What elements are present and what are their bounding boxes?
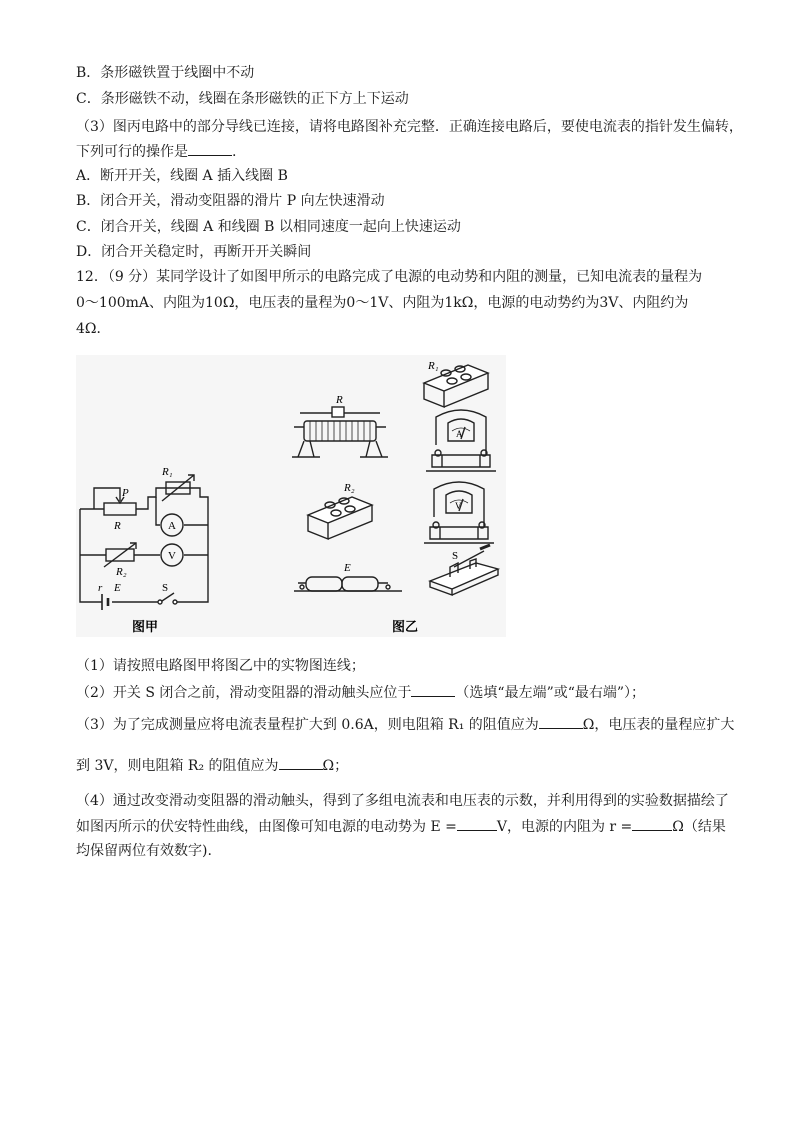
- jia-label-r-internal: r: [98, 582, 103, 594]
- jia-label-e: E: [114, 582, 121, 594]
- q11-part3-stem: （3）图丙电路中的部分导线已连接，请将电路图补充完整．正确连接电路后，要使电流表的指针发生偏转，: [76, 119, 743, 135]
- q11-part3-stem-cont: [76, 141, 236, 162]
- caption-yi: 图乙: [392, 620, 419, 635]
- q12-part4-text-mid: V，电源的内阻为 r =: [496, 819, 633, 835]
- answer-blank[interactable]: [539, 714, 583, 729]
- ammeter-apparatus: [426, 410, 496, 471]
- q12-part3-text-cont: 到 3V，则电阻箱 R₂ 的阻值应为: [76, 758, 279, 774]
- q12-part3-text: （3）为了完成测量应将电流表量程扩大到 0.6A，则电阻箱 R₁ 的阻值应为: [76, 717, 539, 733]
- yi-label-v: V: [455, 501, 462, 511]
- answer-blank[interactable]: [632, 816, 672, 831]
- q11-part3-stem-text: 下列可行的操作是: [76, 144, 188, 160]
- answer-blank[interactable]: [411, 682, 455, 697]
- q11-option-b: B．条形磁铁置于线圈中不动: [76, 65, 255, 81]
- battery-holder-apparatus: [294, 577, 402, 591]
- q12-part2-text: （2）开关 S 闭合之前，滑动变阻器的滑动触头应位于: [76, 685, 412, 701]
- switch-apparatus: [430, 545, 498, 595]
- q11-option-c: C．条形磁铁不动，线圈在条形磁铁的正下方上下运动: [76, 91, 409, 107]
- q12-part4-text-end: Ω（结果: [672, 819, 726, 835]
- q11-part3-option-c: C．闭合开关，线圈 A 和线圈 B 以相同速度一起向上快速运动: [76, 219, 461, 235]
- q12-part4: （4）通过改变滑动变阻器的滑动触头，得到了多组电流表和电压表的示数，并利用得到的实验数据描绘了: [76, 793, 729, 809]
- jia-label-v: V: [168, 550, 176, 562]
- q12-part1: （1）请按照电路图甲将图乙中的实物图连线；: [76, 658, 365, 674]
- yi-label-s: S: [452, 550, 459, 562]
- q12-figure: [76, 355, 506, 637]
- voltmeter-apparatus: [424, 482, 494, 543]
- q11-part3-option-b: B．闭合开关，滑动变阻器的滑片 P 向左快速滑动: [76, 193, 385, 209]
- q12-part3: [76, 714, 734, 735]
- resistance-box-r2-apparatus: [308, 497, 372, 539]
- q12-part3-text-end: Ω；: [322, 758, 349, 774]
- jia-label-p: P: [122, 487, 129, 499]
- answer-blank[interactable]: [188, 141, 232, 156]
- jia-label-s: S: [162, 582, 169, 594]
- answer-blank[interactable]: [457, 816, 497, 831]
- q12-stem-end: 4Ω．: [76, 321, 111, 337]
- q12-part2-text-end: （选填“最左端”或“最右端”）；: [455, 685, 646, 701]
- q12-part3-cont: [76, 755, 348, 776]
- q11-part3-stem-end: .: [232, 144, 237, 160]
- jia-label-r1: R₁: [162, 466, 173, 478]
- q12-part2: [76, 682, 645, 703]
- q12-part4-end: 均保留两位有效数字).: [76, 843, 212, 859]
- q12-stem: 12．（9 分）某同学设计了如图甲所示的电路完成了电源的电动势和内阻的测量，已知电流表的量程为: [76, 269, 703, 285]
- answer-blank[interactable]: [279, 755, 323, 770]
- jia-label-a: A: [168, 520, 176, 532]
- figure-svg: [76, 355, 506, 637]
- yi-label-e: E: [344, 562, 351, 574]
- q12-part3-text-mid: Ω，电压表的量程应扩大: [582, 717, 735, 733]
- q12-part4-text: 如图丙所示的伏安特性曲线，由图像可知电源的电动势为 E =: [76, 819, 457, 835]
- rheostat-apparatus: [292, 407, 388, 457]
- yi-label-r2: R₂: [344, 482, 355, 494]
- yi-label-a: A: [456, 429, 463, 439]
- yi-label-r1: R₁: [428, 360, 439, 372]
- caption-jia: 图甲: [132, 620, 159, 635]
- q11-part3-option-a: A．断开开关，线圈 A 插入线圈 B: [76, 168, 288, 184]
- jia-label-r2: R₂: [116, 566, 127, 578]
- q12-stem-cont: 0～100mA、内阻为10Ω，电压表的量程为0～1V、内阻为1kΩ，电源的电动势约为3V、内阻约为: [76, 295, 689, 311]
- jia-label-r: R: [114, 520, 121, 532]
- q11-part3-option-d: D．闭合开关稳定时，再断开开关瞬间: [76, 244, 312, 260]
- yi-label-r: R: [336, 394, 343, 406]
- q12-part4-cont: [76, 816, 726, 837]
